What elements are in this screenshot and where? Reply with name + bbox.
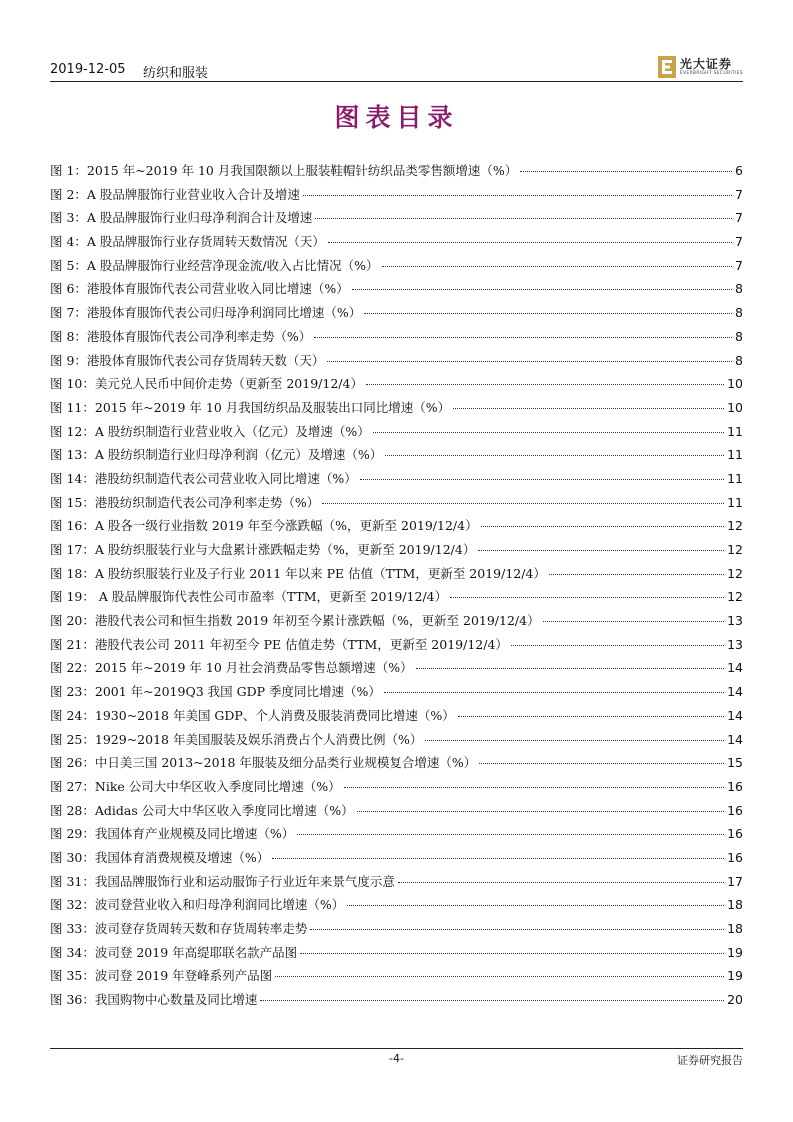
dot-leader [344, 787, 724, 788]
toc-entry[interactable] [50, 443, 743, 467]
dot-leader [303, 195, 732, 196]
toc-entry-title: 图 12：A 股纺织制造行业营业收入（亿元）及增速（%） [50, 423, 370, 439]
toc-entry-page: 14 [727, 731, 743, 747]
page-title: 图表目录 [334, 103, 459, 132]
page-footer [50, 1052, 743, 1070]
toc-entry[interactable] [50, 728, 743, 752]
dot-leader [328, 242, 732, 243]
toc-entry-page: 12 [727, 565, 743, 581]
toc-entry[interactable] [50, 538, 743, 562]
toc-entry[interactable] [50, 585, 743, 609]
dot-leader [373, 432, 724, 433]
dot-leader [549, 574, 724, 575]
toc-entry-title: 图 15：港股纺织制造代表公司净利率走势（%） [50, 494, 320, 510]
toc-entry-title: 图 13：A 股纺织制造行业归母净利润（亿元）及增速（%） [50, 447, 383, 463]
toc-entry-title: 图 36：我国购物中心数量及同比增速 [50, 992, 258, 1008]
toc-entry-page: 11 [727, 470, 743, 486]
toc-entry[interactable] [50, 870, 743, 894]
toc-entry-page: 16 [727, 802, 743, 818]
toc-entry-title: 图 11：2015 年~2019 年 10 月我国纺织品及服装出口同比增速（%） [50, 399, 451, 415]
toc-entry-page: 19 [727, 968, 743, 984]
toc-entry-page: 18 [727, 897, 743, 913]
toc-entry[interactable] [50, 775, 743, 799]
dot-leader [364, 313, 732, 314]
dot-leader [511, 645, 724, 646]
toc-entry-page: 12 [727, 518, 743, 534]
toc-entry[interactable] [50, 941, 743, 965]
toc-entry-page: 7 [735, 257, 743, 273]
toc-entry-page: 16 [727, 826, 743, 842]
toc-entry-title: 图 23：2001 年~2019Q3 我国 GDP 季度同比增速（%） [50, 684, 381, 700]
toc-entry-title: 图 3：A 股品牌服饰行业归母净利润合计及增速 [50, 210, 313, 226]
dot-leader [357, 811, 724, 812]
logo-english-name: EVERBRIGHT SECURITIES [679, 70, 743, 76]
toc-entry-page: 8 [735, 281, 743, 297]
toc-entry-title: 图 30：我国体育消费规模及增速（%） [50, 849, 270, 865]
dot-leader [543, 621, 725, 622]
toc-entry-page: 15 [727, 755, 743, 771]
toc-entry[interactable] [50, 799, 743, 823]
dot-leader [300, 953, 724, 954]
toc-entry[interactable] [50, 704, 743, 728]
toc-entry[interactable] [50, 183, 743, 207]
dot-leader [425, 740, 724, 741]
toc-entry-title: 图 20：港股代表公司和恒生指数 2019 年初至今累计涨跌幅（%，更新至 2019/12/4） [50, 613, 540, 629]
dot-leader [366, 384, 724, 385]
toc-entry[interactable] [50, 633, 743, 657]
toc-entry-page: 6 [735, 163, 743, 178]
report-type: 证券研究报告 [677, 1054, 743, 1067]
toc-entry-page: 11 [727, 494, 743, 510]
toc-entry-title: 图 27：Nike 公司大中华区收入季度同比增速（%） [50, 778, 341, 794]
dot-leader [453, 408, 724, 409]
dot-leader [384, 692, 724, 693]
dot-leader [398, 882, 724, 883]
toc-entry[interactable] [50, 751, 743, 775]
toc-entry[interactable] [50, 491, 743, 515]
toc-entry[interactable] [50, 514, 743, 538]
toc-entry-title: 图 18：A 股纺织服装行业及子行业 2011 年以来 PE 估值（TTM，更新至 2019/12/4） [50, 565, 546, 581]
toc-entry-title: 图 9：港股体育服饰代表公司存货周转天数（天） [50, 352, 325, 368]
toc-entry-page: 8 [735, 305, 743, 321]
toc-entry-page: 10 [727, 376, 743, 392]
toc-entry[interactable] [50, 325, 743, 349]
toc-entry-page: 10 [727, 399, 743, 415]
figure-toc-list [50, 159, 743, 1012]
dot-leader [416, 668, 724, 669]
toc-entry-page: 13 [727, 613, 743, 629]
toc-entry-page: 14 [727, 684, 743, 700]
toc-entry[interactable] [50, 893, 743, 917]
toc-entry-page: 14 [727, 707, 743, 723]
toc-entry[interactable] [50, 159, 743, 183]
toc-entry-title: 图 26：中日美三国 2013~2018 年服装及细分品类行业规模复合增速（%） [50, 755, 477, 771]
dot-leader [481, 526, 725, 527]
toc-entry[interactable] [50, 467, 743, 491]
toc-entry-page: 16 [727, 849, 743, 865]
toc-entry-page: 7 [735, 234, 743, 250]
toc-entry-page: 18 [727, 921, 743, 936]
company-logo [658, 54, 743, 80]
toc-entry-title: 图 21：港股代表公司 2011 年初至今 PE 估值走势（TTM，更新至 2019/12/4） [50, 636, 508, 652]
dot-leader [382, 266, 733, 267]
dot-leader [479, 763, 724, 764]
toc-entry-page: 13 [727, 636, 743, 652]
toc-entry-page: 7 [735, 186, 743, 202]
toc-entry[interactable] [50, 917, 743, 941]
dot-leader [352, 289, 732, 290]
toc-entry-title: 图 1：2015 年~2019 年 10 月我国限额以上服装鞋帽针纺织品类零售额增速（%） [50, 163, 518, 178]
toc-entry-title: 图 31：我国品牌服饰行业和运动服饰子行业近年来景气度示意 [50, 873, 395, 889]
toc-entry[interactable] [50, 822, 743, 846]
toc-entry[interactable] [50, 964, 743, 988]
toc-entry-title: 图 32：波司登营业收入和归母净利润同比增速（%） [50, 897, 345, 913]
toc-entry[interactable] [50, 846, 743, 870]
toc-entry-title: 图 34：波司登 2019 年高缇耶联名款产品图 [50, 944, 298, 960]
footer-divider [50, 1048, 743, 1049]
toc-entry-title: 图 5：A 股品牌服饰行业经营净现金流/收入占比情况（%） [50, 257, 379, 273]
dot-leader [450, 597, 724, 598]
toc-entry-title: 图 10：美元兑人民币中间价走势（更新至 2019/12/4） [50, 376, 363, 392]
dot-leader [260, 1000, 724, 1001]
toc-entry-title: 图 14：港股纺织制造代表公司营业收入同比增速（%） [50, 470, 357, 486]
toc-entry[interactable] [50, 562, 743, 586]
dot-leader [315, 218, 732, 219]
toc-entry-title: 图 35：波司登 2019 年登峰系列产品图 [50, 968, 273, 984]
page-header [50, 54, 743, 80]
toc-entry[interactable] [50, 349, 743, 373]
industry-name: 纺织和服装 [143, 66, 209, 81]
toc-entry-title: 图 24：1930~2018 年美国 GDP、个人消费及服装消费同比增速（%） [50, 707, 455, 723]
toc-entry[interactable] [50, 656, 743, 680]
toc-entry-title: 图 7：港股体育服饰代表公司归母净利润同比增速（%） [50, 305, 362, 321]
toc-entry-page: 17 [727, 873, 743, 889]
dot-leader [360, 479, 724, 480]
dot-leader [322, 503, 724, 504]
toc-entry[interactable] [50, 206, 743, 230]
toc-entry-page: 7 [735, 210, 743, 226]
dot-leader [385, 455, 724, 456]
toc-entry-page: 8 [735, 328, 743, 344]
toc-entry[interactable] [50, 420, 743, 444]
toc-entry-page: 20 [727, 992, 743, 1008]
toc-entry-page: 8 [735, 352, 743, 368]
dot-leader [272, 858, 724, 859]
dot-leader [297, 834, 724, 835]
toc-entry-title: 图 22：2015 年~2019 年 10 月社会消费品零售总额增速（%） [50, 660, 413, 676]
toc-entry-page: 19 [727, 944, 743, 960]
toc-entry[interactable] [50, 609, 743, 633]
everbright-e-logo-icon [658, 56, 676, 78]
toc-entry-page: 16 [727, 778, 743, 794]
toc-entry-title: 图 4：A 股品牌服饰行业存货周转天数情况（天） [50, 234, 325, 250]
toc-entry-page: 14 [727, 660, 743, 676]
toc-entry[interactable] [50, 372, 743, 396]
dot-leader [458, 716, 724, 717]
dot-leader [314, 337, 732, 338]
dot-leader [478, 550, 724, 551]
toc-entry[interactable] [50, 277, 743, 301]
toc-entry-title: 图 19： A 股品牌服饰代表性公司市盈率（TTM，更新至 2019/12/4） [50, 589, 448, 605]
toc-entry[interactable] [50, 988, 743, 1012]
dot-leader [520, 171, 732, 172]
toc-entry[interactable] [50, 396, 743, 420]
toc-entry-title: 图 2：A 股品牌服饰行业营业收入合计及增速 [50, 186, 300, 202]
toc-entry-title: 图 8：港股体育服饰代表公司净利率走势（%） [50, 328, 312, 344]
toc-entry-title: 图 17：A 股纺织服装行业与大盘累计涨跌幅走势（%，更新至 2019/12/4） [50, 542, 476, 557]
toc-entry-title: 图 28：Adidas 公司大中华区收入季度同比增速（%） [50, 802, 354, 818]
logo-chinese-name: 光大证券 [679, 56, 732, 71]
toc-entry-title: 图 29：我国体育产业规模及同比增速（%） [50, 826, 295, 842]
toc-entry-title: 图 6：港股体育服饰代表公司营业收入同比增速（%） [50, 281, 349, 297]
dot-leader [347, 905, 724, 906]
toc-entry-page: 12 [727, 542, 743, 557]
toc-entry-title: 图 33：波司登存货周转天数和存货周转率走势 [50, 921, 308, 936]
toc-entry[interactable] [50, 254, 743, 278]
report-date: 2019-12-05 [50, 62, 126, 77]
toc-entry-page: 12 [727, 589, 743, 605]
header-divider [50, 81, 743, 82]
toc-entry-title: 图 25：1929~2018 年美国服装及娱乐消费占个人消费比例（%） [50, 731, 423, 747]
toc-entry-page: 11 [727, 423, 743, 439]
toc-entry-page: 11 [727, 447, 743, 463]
dot-leader [327, 361, 732, 362]
dot-leader [275, 976, 724, 977]
toc-entry[interactable] [50, 680, 743, 704]
toc-entry[interactable] [50, 301, 743, 325]
dot-leader [310, 929, 724, 930]
page-number: -4- [389, 1052, 404, 1065]
toc-entry[interactable] [50, 230, 743, 254]
toc-entry-title: 图 16：A 股各一级行业指数 2019 年至今涨跌幅（%，更新至 2019/12/4） [50, 518, 478, 534]
